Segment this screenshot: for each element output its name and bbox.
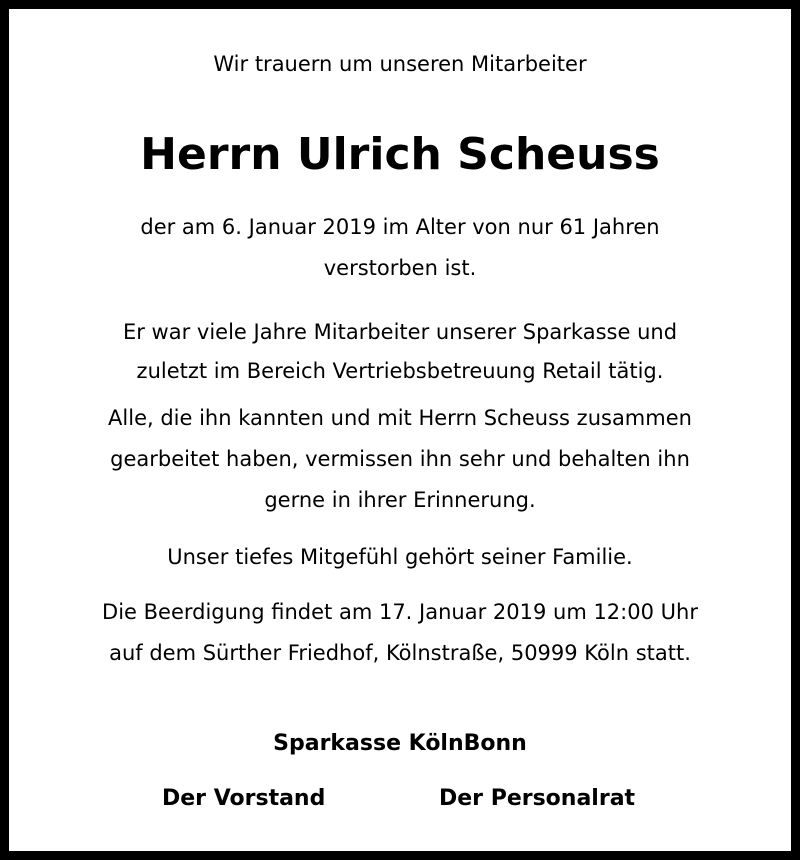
intro-text: Wir trauern um unseren Mitarbeiter [213,52,587,76]
board-signature: Der Vorstand [162,786,326,811]
funeral-line-2: auf dem Sürther Friedhof, Kölnstraße, 50999 Köln statt. [109,641,691,665]
staff-council-signature: Der Personalrat [439,786,636,811]
remembrance-line-3: gerne in ihrer Erinnerung. [264,488,536,512]
organization-signature: Sparkasse KölnBonn [273,731,527,756]
career-line-1: Er war viele Jahre Mitarbeiter unserer Sparkasse und [122,320,678,344]
sympathy-text: Unser tiefes Mitgefühl gehört seiner Familie. [167,545,633,569]
death-line-2: verstorben ist. [323,256,477,280]
career-line-2: zuletzt im Bereich Vertriebsbetreuung Retail tätig. [136,359,664,383]
remembrance-line-2: gearbeitet haben, vermissen ihn sehr und behalten ihn [110,447,690,471]
deceased-name: Herrn Ulrich Scheuss [140,129,660,180]
remembrance-line-1: Alle, die ihn kannten und mit Herrn Scheuss zusammen [108,406,692,430]
death-line-1: der am 6. Januar 2019 im Alter von nur 61 Jahren [140,215,660,239]
funeral-line-1: Die Beerdigung findet am 17. Januar 2019 um 12:00 Uhr [102,600,698,624]
